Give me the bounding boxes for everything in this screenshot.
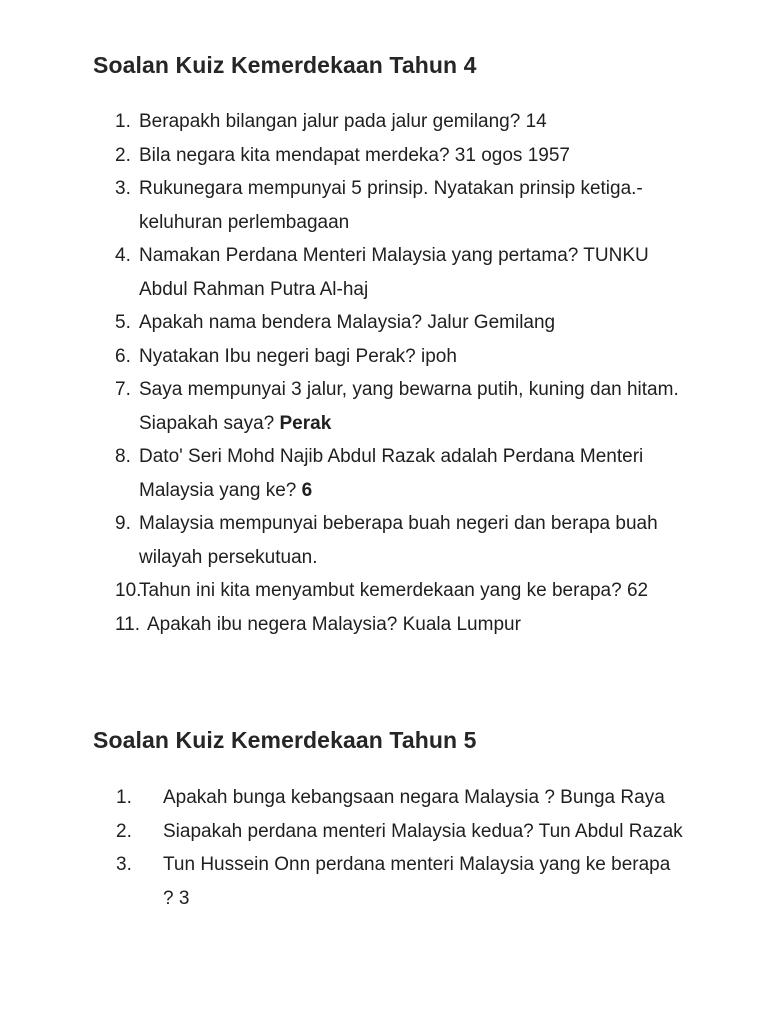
list-item [0, 608, 699, 642]
item-number: 1. [115, 111, 131, 132]
section-title-tahun-5: Soalan Kuiz Kemerdekaan Tahun 5 [93, 727, 477, 753]
item-number: 11. [115, 613, 141, 635]
item-text: Rukunegara mempunyai 5 prinsip. Nyatakan prinsip ketiga.-keluhuran perlembagaan [139, 178, 643, 233]
item-text: Apakah nama bendera Malaysia? Jalur Gemilang [139, 312, 556, 333]
list-item [0, 172, 699, 239]
item-text: Namakan Perdana Menteri Malaysia yang pertama? TUNKU Abdul Rahman Putra Al-haj [139, 245, 649, 300]
list-item [0, 440, 699, 507]
list-item [0, 239, 699, 306]
item-number: 2. [115, 144, 131, 166]
list-item [0, 815, 683, 849]
item-text: Dato' Seri Mohd Najib Abdul Razak adalah Perdana Menteri Malaysia yang ke? [139, 446, 644, 501]
list-item [0, 848, 683, 915]
quiz-list-tahun-5 [0, 781, 768, 915]
item-number: 3. [115, 178, 131, 199]
item-text: Berapakh bilangan jalur pada jalur gemilang? 14 [139, 111, 547, 132]
item-number: 3. [116, 854, 132, 875]
list-item [0, 306, 699, 340]
item-text: Apakah ibu negera Malaysia? Kuala Lumpur [147, 613, 521, 635]
item-text: Bila negara kita mendapat merdeka? 31 ogos 1957 [139, 144, 570, 166]
item-text: Tahun ini kita menyambut kemerdekaan yang ke berapa? 62 [139, 580, 649, 601]
list-item [0, 507, 699, 574]
item-text: Tun Hussein Onn perdana menteri Malaysia yang ke berapa ? 3 [163, 854, 671, 909]
item-text: Malaysia mempunyai beberapa buah negeri dan berapa buah wilayah persekutuan. [139, 513, 658, 568]
list-item [0, 781, 683, 815]
item-text: Siapakah perdana menteri Malaysia kedua? Tun Abdul Razak [163, 820, 683, 842]
list-item [0, 373, 699, 440]
item-answer-bold: Perak [279, 412, 332, 434]
item-number: 4. [115, 245, 131, 266]
list-item [0, 105, 699, 139]
item-number: 7. [115, 379, 131, 400]
list-item [0, 139, 699, 173]
item-text: Saya mempunyai 3 jalur, yang bewarna putih, kuning dan hitam. Siapakah saya? [139, 379, 679, 434]
item-text: Nyatakan Ibu negeri bagi Perak? ipoh [139, 345, 457, 367]
section-title-tahun-4: Soalan Kuiz Kemerdekaan Tahun 4 [93, 52, 477, 78]
item-answer-bold: 6 [301, 479, 313, 501]
item-text: Apakah bunga kebangsaan negara Malaysia ? Bunga Raya [163, 787, 665, 808]
item-number: 9. [115, 513, 131, 534]
list-item [0, 574, 699, 608]
item-number: 2. [116, 820, 132, 842]
item-number: 6. [115, 345, 131, 367]
item-number: 1. [116, 787, 132, 808]
item-number: 8. [115, 446, 131, 467]
quiz-list-tahun-4 [0, 105, 768, 641]
item-number: 5. [115, 312, 131, 333]
list-item [0, 340, 699, 374]
item-number: 10. [115, 580, 142, 601]
